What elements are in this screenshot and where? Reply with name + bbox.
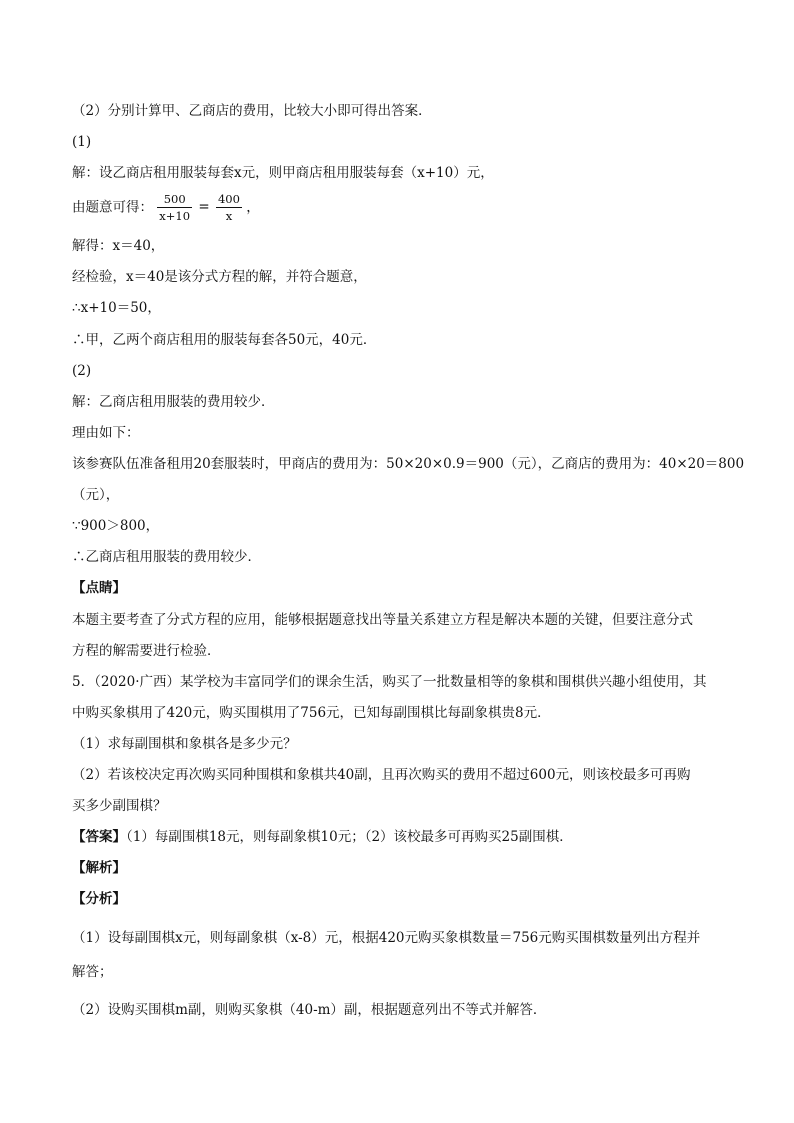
text-line-reason: 理由如下： [72,425,140,441]
fraction-left-numerator: 500 [157,192,192,208]
fraction-right-numerator: 400 [216,192,242,208]
fraction-right-denominator: x [225,209,233,224]
section-heading-reasoning: 【分析】 [72,891,126,907]
text-line-conclusion2: ∴乙商店租用服装的费用较少． [72,549,261,565]
analysis-line-2: 解答； [72,964,113,980]
text-line-yuan: （元）， [72,487,120,503]
question-5-line-1: 5．（2020·广西）某学校为丰富同学们的课余生活，购买了一批数量相等的象棋和围棋供兴趣小组使用，其 [72,674,707,690]
equation-suffix: ， [246,199,260,216]
text-line-therefore-x10: ∴x+10＝50， [72,300,161,316]
fraction-left [157,192,192,224]
text-line-comment-1: 本题主要考查了分式方程的应用，能够根据题意找出等量关系建立方程是解决本题的关键，但要注意分式 [72,612,693,628]
equation-line [72,192,260,224]
text-line-part1-label: (1) [72,134,92,150]
text-line-because: ∵900＞800， [72,518,160,534]
answer-label: 【答案】 [72,829,126,845]
section-heading-analysis: 【解析】 [72,860,126,876]
text-line-answer2: 解：乙商店租用服装的费用较少． [72,394,275,410]
answer-text: （1）每副围棋18元，则每副象棋10元；（2）该校最多可再购买25副围棋． [126,829,573,845]
text-line-part2-method: （2）分别计算甲、乙商店的费用，比较大小即可得出答案． [72,103,432,119]
fraction-right [216,192,242,224]
analysis-line-1: （1）设每副围棋x元，则每副象棋（x-8）元，根据420元购买象棋数量＝756元购买围棋数量列出方程并 [72,930,701,946]
answer-line [72,831,573,845]
question-5-part-2-line-2: 买多少副围棋？ [72,798,167,814]
question-5-part-1: （1）求每副围棋和象棋各是多少元？ [72,736,297,752]
equals-sign: = [198,199,210,216]
question-5-part-2-line-1: （2）若该校决定再次购买同种围棋和象棋共40副，且再次购买的费用不超过600元，则该校最多可再购 [72,767,691,783]
analysis-line-3: （2）设购买围棋m副，则购买象棋（40-m）副，根据题意列出不等式并解答． [72,1002,547,1018]
text-line-comment-2: 方程的解需要进行检验． [72,643,221,659]
text-line-cost-calc: 该参赛队伍准备租用20套服装时，甲商店的费用为：50×20×0.9＝900（元），乙商店的费用为：40×20＝800 [72,456,745,472]
equation-prefix: 由题意可得： [72,199,153,216]
text-line-part2-label: (2) [72,363,92,379]
text-line-check: 经检验，x＝40是该分式方程的解，并符合题意， [72,269,367,285]
text-line-conclusion1: ∴甲，乙两个商店租用的服装每套各50元，40元． [72,332,377,348]
text-line-let-x: 解：设乙商店租用服装每套x元，则甲商店租用服装每套（x+10）元， [72,165,494,181]
fraction-left-denominator: x+10 [159,209,191,224]
text-line-solve: 解得：x＝40， [72,238,165,254]
question-5-line-2: 中购买象棋用了420元，购买围棋用了756元，已知每副围棋比每副象棋贵8元． [72,705,551,721]
section-heading-comment: 【点睛】 [72,580,126,596]
